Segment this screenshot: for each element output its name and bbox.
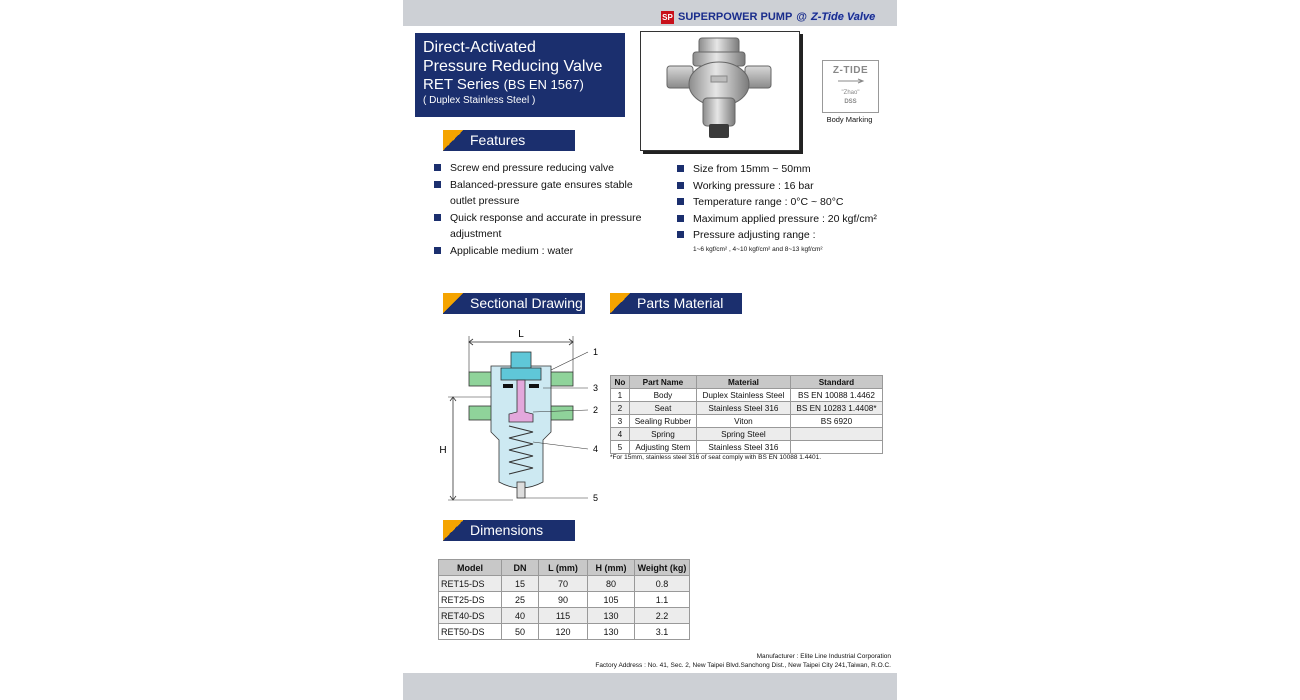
table-cell: 70 xyxy=(539,576,588,592)
body-marking-caption: Body Marking xyxy=(826,115,873,124)
section-triangle-icon xyxy=(610,293,630,314)
table-cell xyxy=(790,428,882,441)
callout-3: 3 xyxy=(593,383,599,393)
spec-item: Size from 15mm ~ 50mm xyxy=(677,161,892,178)
features-list-right xyxy=(677,161,892,256)
table-cell: Adjusting Stem xyxy=(629,441,696,454)
column-header: Weight (kg) xyxy=(635,560,690,576)
table-cell: Duplex Stainless Steel xyxy=(696,389,790,402)
table-cell: 90 xyxy=(539,592,588,608)
table-cell: 2 xyxy=(611,402,630,415)
series-name: RET Series xyxy=(423,76,500,93)
table-cell: Spring xyxy=(629,428,696,441)
column-header: L (mm) xyxy=(539,560,588,576)
feature-item-continued: adjustment xyxy=(450,228,502,240)
table-cell: BS 6920 xyxy=(790,415,882,428)
brand-name: SUPERPOWER PUMP xyxy=(678,11,793,23)
table-cell: 130 xyxy=(588,624,635,640)
features-list-left xyxy=(434,160,654,259)
dimensions-table xyxy=(438,559,690,640)
drawing-label-L: L xyxy=(518,329,524,340)
datasheet-page xyxy=(403,0,897,700)
title-line-4: ( Duplex Stainless Steel ) xyxy=(423,95,536,106)
title-line-1: Direct-Activated xyxy=(423,39,536,56)
table-cell: RET50-DS xyxy=(439,624,502,640)
spec-item: Maximum applied pressure : 20 kgf/cm² xyxy=(677,211,892,228)
table-cell: 130 xyxy=(588,608,635,624)
table-cell: Seat xyxy=(629,402,696,415)
marking-code: DSS xyxy=(844,99,857,105)
series-standard: (BS EN 1567) xyxy=(503,77,584,92)
spec-item: Pressure adjusting range : xyxy=(677,227,892,244)
column-header: Standard xyxy=(790,376,882,389)
table-cell: 40 xyxy=(502,608,539,624)
table-cell: BS EN 10088 1.4462 xyxy=(790,389,882,402)
section-title: Dimensions xyxy=(470,522,544,538)
table-row xyxy=(439,576,690,592)
section-header-features xyxy=(443,130,575,151)
table-cell: Spring Steel xyxy=(696,428,790,441)
feature-item-continued: outlet pressure xyxy=(450,195,520,207)
table-cell: RET15-DS xyxy=(439,576,502,592)
feature-item: Balanced-pressure gate ensures stable xyxy=(434,177,654,194)
table-cell: Viton xyxy=(696,415,790,428)
valve-photo-icon xyxy=(641,32,799,150)
table-cell: RET25-DS xyxy=(439,592,502,608)
table-cell xyxy=(790,441,882,454)
feature-item: Quick response and accurate in pressure xyxy=(434,210,654,227)
table-row xyxy=(439,608,690,624)
product-photo xyxy=(640,31,800,151)
callout-1: 1 xyxy=(593,347,599,357)
spec-item: Working pressure : 16 bar xyxy=(677,178,892,195)
section-header-sectional-drawing xyxy=(443,293,585,314)
table-cell: Body xyxy=(629,389,696,402)
table-row xyxy=(611,415,883,428)
table-cell: 2.2 xyxy=(635,608,690,624)
table-cell: 120 xyxy=(539,624,588,640)
column-header: No xyxy=(611,376,630,389)
title-line-2: Pressure Reducing Valve xyxy=(423,58,603,75)
table-cell: 3.1 xyxy=(635,624,690,640)
drawing-label-H: H xyxy=(439,445,447,456)
callout-4: 4 xyxy=(593,444,599,454)
section-title: Features xyxy=(470,132,526,148)
table-cell: 0.8 xyxy=(635,576,690,592)
table-cell: 115 xyxy=(539,608,588,624)
table-header-row xyxy=(439,560,690,576)
feature-item: Screw end pressure reducing valve xyxy=(434,160,654,177)
table-row xyxy=(439,624,690,640)
title-line-3 xyxy=(423,76,584,94)
section-header-parts-material xyxy=(610,293,742,314)
valve-section-drawing-icon xyxy=(433,322,608,507)
table-row xyxy=(611,428,883,441)
brand-header xyxy=(661,10,875,24)
table-cell: Stainless Steel 316 xyxy=(696,402,790,415)
table-cell: Stainless Steel 316 xyxy=(696,441,790,454)
table-cell: 1.1 xyxy=(635,592,690,608)
column-header: Part Name xyxy=(629,376,696,389)
table-row xyxy=(611,441,883,454)
body-marking-box xyxy=(822,60,879,113)
section-triangle-icon xyxy=(443,130,463,151)
marking-mid: "Zhao" xyxy=(841,90,860,96)
table-cell: 25 xyxy=(502,592,539,608)
column-header: H (mm) xyxy=(588,560,635,576)
section-header-dimensions xyxy=(443,520,575,541)
spec-item: Temperature range : 0°C ~ 80°C xyxy=(677,194,892,211)
table-cell: 4 xyxy=(611,428,630,441)
footer-manufacturer: Manufacturer : Elite Line Industrial Corporation xyxy=(756,653,891,660)
section-triangle-icon xyxy=(443,520,463,541)
table-row xyxy=(439,592,690,608)
table-row xyxy=(611,389,883,402)
product-title-box xyxy=(415,33,625,117)
brand-logo-icon: SP xyxy=(662,12,673,22)
section-title: Parts Material xyxy=(637,295,724,311)
table-cell: 50 xyxy=(502,624,539,640)
parts-material-table xyxy=(610,375,883,454)
bottom-bar xyxy=(403,673,897,700)
feature-item: Applicable medium : water xyxy=(434,243,654,260)
parts-table-footnote: *For 15mm, stainless steel 316 of seat comply with BS EN 10088 1.4401. xyxy=(610,454,821,461)
arrow-right-icon xyxy=(836,78,866,84)
table-cell: BS EN 10283 1.4408* xyxy=(790,402,882,415)
table-cell: 1 xyxy=(611,389,630,402)
sectional-drawing xyxy=(433,322,608,507)
spec-item-continued: 1~6 kgf/cm² , 4~10 kgf/cm² and 8~13 kgf/cm² xyxy=(693,245,823,253)
table-cell: 80 xyxy=(588,576,635,592)
column-header: DN xyxy=(502,560,539,576)
marking-brand: Z-TIDE xyxy=(832,65,869,76)
table-row xyxy=(611,402,883,415)
section-title: Sectional Drawing xyxy=(470,295,583,311)
table-cell: Sealing Rubber xyxy=(629,415,696,428)
table-header-row xyxy=(611,376,883,389)
callout-5: 5 xyxy=(593,493,599,503)
brand-subname: Z-Tide Valve xyxy=(811,11,876,23)
footer-address: Factory Address : No. 41, Sec. 2, New Taipei Blvd.Sanchong Dist., New Taipei City 241,Taiwan, R.O.C. xyxy=(595,662,891,669)
column-header: Material xyxy=(696,376,790,389)
table-cell: 15 xyxy=(502,576,539,592)
brand-separator: @ xyxy=(796,11,808,23)
table-cell: 105 xyxy=(588,592,635,608)
column-header: Model xyxy=(439,560,502,576)
table-cell: RET40-DS xyxy=(439,608,502,624)
section-triangle-icon xyxy=(443,293,463,314)
table-cell: 3 xyxy=(611,415,630,428)
table-cell: 5 xyxy=(611,441,630,454)
callout-2: 2 xyxy=(593,405,599,415)
